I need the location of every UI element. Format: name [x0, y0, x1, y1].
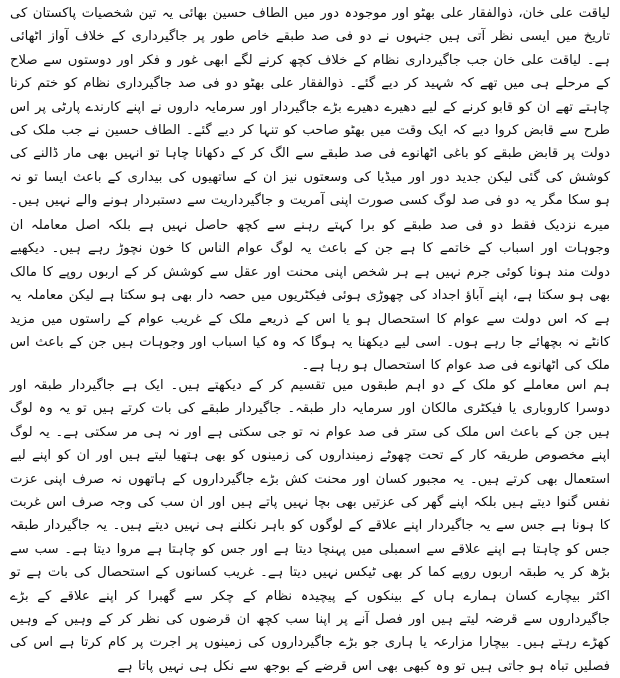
paragraph-3: ہم اس معاملے کو ملک کے دو اہم طبقوں میں تقسیم کر کے دیکھتے ہیں۔ ایک ہے جاگیردار طبقہ اور دوسرا کاروباری یا فیکٹری مالکان اور سرمایہ دار طبقہ۔ جاگیردار طبقے کی بات کرتے ہیں تو یہ وہ لوگ ہیں جن کے باعث اس ملک کی ستر فی صد عوام نہ تو جی سکتی ہے اور نہ ہی مر سکتی ہے۔ یہ لوگ اپنے مخصوص طریقہ کار کے تحت چھوٹے زمینداروں کی زمینوں کو بھی ہتھیا لیتے ہیں اور ان کو اپنے لیے استعمال بھی کرتے ہیں۔ یہ مجبور کسان اور محنت کش بڑے جاگیرداروں کے ہاتھوں نہ صرف اپنی عزت نفس گنوا دیتے ہیں بلکہ اپنے گھر کی عزتیں بھی بچا نہیں پاتے ہیں اور ان سب کی وجہ صرف اس غربت کا ہونا ہے جس سے یہ جاگیردار اپنے علاقے کے لوگوں کو باہر نکلنے ہی نہیں دیتے ہیں۔ یہ جاگیردار طبقہ جس کو چاہتا ہے اپنے علاقے سے اسمبلی میں پہنچا دیتا ہے اور جس کو چاہتا ہے مروا دیتا ہے۔ سب سے بڑھ کر یہ طبقہ اربوں روپے کما کر بھی ٹیکس نہیں دیتا ہے۔ غریب کسانوں کے استحصال کی بات ہے تو اکثر بیچارے کسان ہمارے ہاں کے بینکوں کے پیچیدہ نظام کے چکر سے گھبرا کر اپنے علاقے کے بڑے جاگیرداروں سے قرضہ لیتے ہیں اور فصل آنے پر اپنا سب کچھ ان قرضوں کی نظر کر کے وہیں کے وہیں کھڑے رہتے ہیں۔ بیچارا مزارعہ یا ہاری جو بڑے جاگیرداروں کی زمینوں پر اجرت پر کام کرتا ہے اس کی فصلیں تباہ ہو جاتی ہیں تو وہ کبھی بھی اس قرضے کے بوجھ سے نکل ہی نہیں پاتا ہے: [10, 378, 610, 674]
paragraph-2: میرے نزدیک فقط دو فی صد طبقے کو برا کہتے رہنے سے کچھ حاصل نہیں ہے بلکہ اصل معاملہ ان وجوہات اور اسباب کے خاتمے کا ہے جن کے باعث یہ لوگ عوام الناس کا خون نچوڑ رہے ہیں۔ دیکھیے دولت مند ہونا کوئی جرم نہیں ہے ہر شخص اپنی محنت اور عقل سے کوشش کر کے اربوں روپے کا مالک بھی ہو سکتا ہے، اپنے آباؤ اجداد کی چھوڑی ہوئی فیکٹریوں میں حصہ دار بھی ہو سکتا ہے لیکن معاملہ یہ ہے کہ اس دولت سے عوام کا استحصال ہو یا اس کے ذریعے ملک کے غریب عوام کے راستوں میں مزید کانٹے نہ بچھائے جا رہے ہوں۔ اسی لیے دیکھنا یہ ہوگا کہ وہ کیا اسباب اور وجوہات ہیں جن کے باعث اس ملک کی اٹھانوے فی صد عوام کا استحصال ہو رہا ہے۔: [10, 218, 610, 374]
paragraph-1: لیاقت علی خان، ذوالفقار علی بھٹو اور موجودہ دور میں الطاف حسین بھائی یہ تین شخصیات پاکستان کی تاریخ میں ایسی نظر آتی ہیں جنہوں نے دو فی صد طبقے خاص طور پر جاگیرداری کے خلاف آواز اٹھائی ہے۔ لیاقت علی خان جب جاگیرداری نظام کے خلاف کچھ کرنے لگے ابھی غور و فکر اور دوستوں سے صلاح کے مرحلے ہی میں تھے کہ شہید کر دیے گئے۔ ذوالفقار علی بھٹو دو فی صد جاگیرداری نظام کو ختم کرنا چاہتے تھے ان کو قابو کرنے کے لیے دھیرے دھیرے بڑے جاگیردار اور سرمایہ داروں نے اپنے کارندے پارٹی پر اس طرح سے قابض کروا دیے کہ ایک وقت میں بھٹو صاحب کو تنہا کر دیے گئے۔ الطاف حسین نے جب ملک کی دولت پر قابض طبقے کو باغی اٹھانوے فی صد طبقے سے الگ کر کے دکھانا چاہا تو انہیں بھی مار ڈالنے کی کوشش کی گئی لیکن جدید دور اور میڈیا کی وسعتوں نیز ان کے ساتھیوں کی بیداری کے باعث ایسا تو نہ ہو سکا مگر یہ دو فی صد لوگ کسی صورت اپنی آمریت و جاگیرداریت سے دستبردار ہونے والے نہیں ہیں۔: [10, 6, 610, 209]
